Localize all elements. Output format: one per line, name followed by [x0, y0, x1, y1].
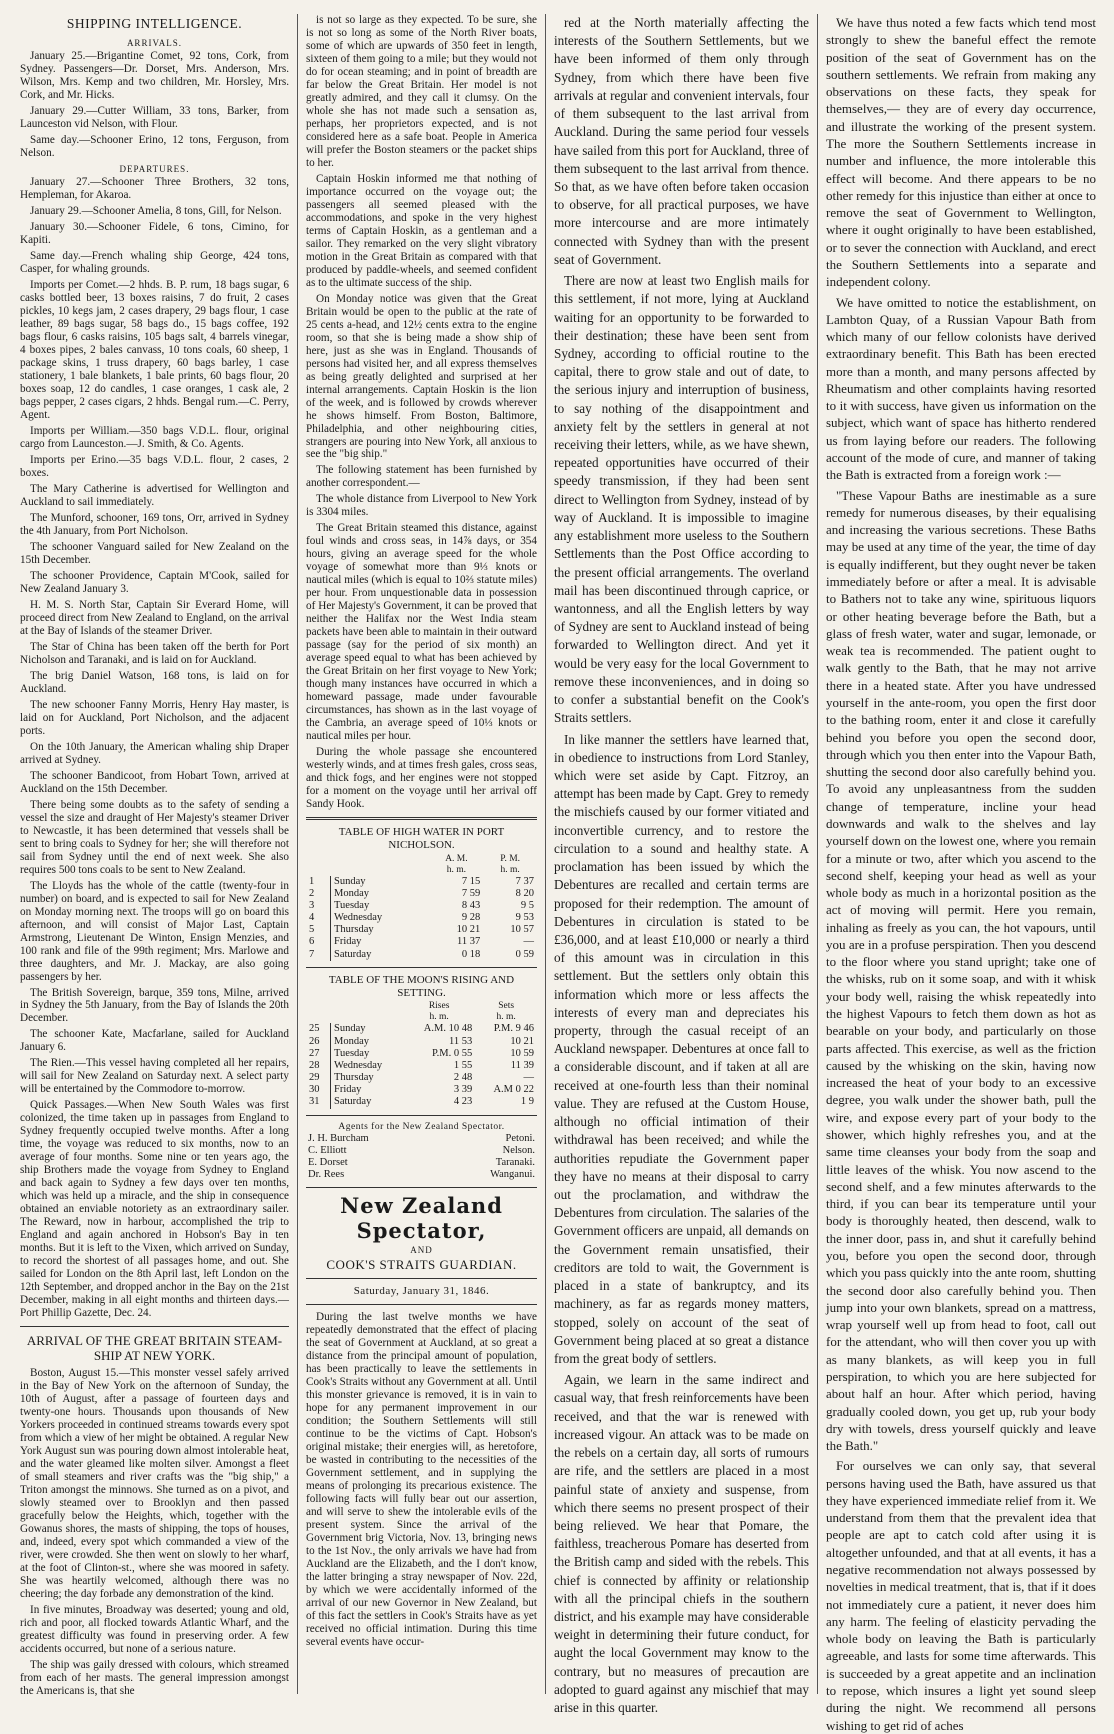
shipping-note: On the 10th January, the American whaling ship Draper arrived at Sydney. [20, 740, 289, 766]
moon-table [306, 1001, 537, 1108]
divider [306, 967, 537, 968]
editorial-paragraph: red at the North materially affecting the interests of the Southern Settlements, but we have been informed of them only through Sydney, from which there have been five arrivals at regular and convenient intervals, four of them subsequent to the last arrival from Auckland. During the same period four vessels have sailed from this port for Auckland, three of them subsequent to the last arrival from thence. So that, as we have often before taken occasion to observe, for all practical purposes, we have more intercourse and are more intimately connected with Sydney than with the present seat of Government. [554, 15, 809, 267]
tide-row-cell: Saturday [334, 948, 372, 960]
agent-name: C. Elliott [308, 1144, 347, 1156]
moon-row-cell: 29 [306, 1072, 331, 1084]
divider [306, 1115, 537, 1116]
tide-row-cell: 9 28 [461, 912, 481, 924]
moon-row-cell: P.M. 0 55 [431, 1047, 473, 1059]
divider [306, 1187, 537, 1188]
tide-pm-header: P. M. [500, 853, 521, 864]
tide-row-cell: — [523, 936, 534, 948]
departure-entry: Same day.—French whaling ship George, 424 tons, Casper, for whaling grounds. [20, 250, 289, 276]
moon-row-cell: 3 39 [453, 1084, 473, 1096]
moon-sets-header: Sets [498, 1001, 515, 1012]
moon-hm: h. m. [496, 1012, 516, 1023]
agents-title: Agents for the New Zealand Spectator. [338, 1121, 505, 1132]
moon-row [306, 1096, 537, 1108]
agent-place: Petoni. [505, 1132, 535, 1144]
tide-row-cell: 10 21 [456, 924, 481, 936]
article-paragraph: Captain Hoskin informed me that nothing of importance occurred on the voyage out; the passengers all seemed pleased with the accommodations, and spoke in the very highest terms of Captain Hoskin, as a gentleman and a sailor. They remarked on the very slight vibratory motion in the Great Britain as compared with that produced by paddle-wheels, and seemed confident as to the ultimate success of the ship. [306, 172, 537, 289]
moon-row-cell: 1 9 [520, 1096, 534, 1108]
shipping-note: The schooner Kate, Macfarlane, sailed for Auckland January 6. [20, 1028, 289, 1054]
shipping-note: The Mary Catherine is advertised for Wellington and Auckland to sail immediately. [20, 483, 289, 509]
shipping-note: H. M. S. North Star, Captain Sir Everard Home, will proceed direct from New Zealand to England, on the arrival at the Bay of Islands of the steamer Driver. [20, 598, 289, 637]
article-paragraph: In five minutes, Broadway was deserted; young and old, rich and poor, all flocked towards Atlantic Wharf, and the greatest difficulty was found in preserving order. A few accidents occurred, but none of a serious nature. [20, 1603, 289, 1655]
imports-entry: Imports per Comet.—2 hhds. B. P. rum, 18 bags sugar, 6 casks bottled beer, 13 boxes raisins, 7 do fruit, 2 cases pickles, 10 kegs jam, 2 cases drapery, 29 bags flour, 1 case leather, 89 bags sugar, 58 bags do., 15 bags coffee, 192 bags flour, 6 casks raisins, 105 bags salt, 4 barrels vinegar, 4 boxes pipes, 2 bales canvass, 10 tons coals, 60 sheep, 1 package skins, 1 truss drapery, 60 bags barley, 1 case stationery, 1 bale blankets, 1 bale prints, 60 bags flour, 20 boxes soap, 12 do candles, 1 case oranges, 1 cask ale, 2 bags pepper, 2 cases cigars, 2 hhds. Bengal rum.—C. Perry, Agent. [20, 279, 289, 422]
tide-row [306, 900, 537, 912]
article-paragraph: The following statement has been furnished by another correspondent.— [306, 464, 537, 490]
tide-row-cell: Wednesday [334, 912, 383, 924]
moon-row-cell: 1 55 [453, 1059, 473, 1071]
article-paragraph: is not so large as they expected. To be sure, she is not so long as some of the North River boats, some of which are upwards of 350 feet in length, sixteen of them going to a mile; but they would not do for ocean steaming; and in point of breadth are far below the Great Britain. Her model is not greatly admired, and they call it clumsy. On the whole she has not made such a sensation as, perhaps, her proprietors expected, and is not considered here as a safe boat. People in America will prefer the Boston steamers or the packet ships to her. [306, 14, 537, 169]
tide-row-cell: 9 5 [520, 899, 534, 911]
article-paragraph: The ship was gaily dressed with colours, which streamed from each of her masts. The general impression amongst the Americans is, that she [20, 1658, 289, 1697]
moon-row-cell: Friday [334, 1084, 362, 1096]
tide-row [306, 949, 537, 961]
article-paragraph: We have omitted to notice the establishment, on Lambton Quay, of a Russian Vapour Bath from which many of our fellow colonists have derived extraordinary benefit. This Bath has been erected more than a month, and many persons affected by Rheumatism and other complaints having resorted to it with success, have given us information on the subject, which want of space has hitherto rendered us from laying before our readers. The following account of the mode of cure, and manner of taking the Bath is extracted from a foreign work :— [826, 294, 1096, 483]
columns [12, 14, 1104, 1733]
shipping-note: The new schooner Fanny Morris, Henry Hay master, is laid on for Auckland, Port Nicholson, and the adjacent ports. [20, 698, 289, 737]
moon-row-cell: 26 [306, 1036, 331, 1048]
moon-row-cell: 11 53 [448, 1035, 473, 1047]
arrival-entry: January 25.—Brigantine Comet, 92 tons, Cork, from Sydney. Passengers—Dr. Dorset, Mrs. Anderson, Mrs. Wilson, Mrs. Kemp and two children, Mr. Horsley, Mrs. Cork, and Mr. Hicks. [20, 50, 289, 102]
tide-row [306, 876, 537, 888]
moon-row [306, 1060, 537, 1072]
departures-heading: DEPARTURES. [119, 163, 190, 174]
shipping-note: The Lloyds has the whole of the cattle (twenty-four in number) on board, and is expected to sail for New Zealand on Monday morning next. The troops will go on board this afternoon, and will consist of Major Last, Captain Armstrong, Lieutenant De Winton, Ensign Menzies, and 100 rank and file of the 99th regiment; Mrs. Marlowe and three daughters, and Mr. J. Mackay, are also going passengers by her. [20, 879, 289, 983]
shipping-note: The schooner Providence, Captain M'Cook, sailed for New Zealand January 3. [20, 569, 289, 595]
moon-row [306, 1072, 537, 1084]
article-paragraph: The whole distance from Liverpool to New York is 3304 miles. [306, 493, 537, 519]
moon-row-cell: Thursday [334, 1072, 374, 1084]
shipping-note: The schooner Vanguard sailed for New Zealand on the 15th December. [20, 541, 289, 566]
tide-row-cell: 10 57 [510, 924, 534, 936]
column-editorial [546, 14, 818, 1716]
tide-row-cell: 7 15 [461, 875, 481, 887]
tide-row-cell: 8 20 [515, 887, 534, 899]
divider [20, 1326, 289, 1327]
moon-row-cell: 31 [306, 1096, 331, 1108]
agent-name: J. H. Burcham [308, 1132, 369, 1144]
tide-row-cell: 3 [306, 900, 331, 912]
article-paragraph: We have thus noted a few facts which tend most strongly to shew the baneful effect the remote position of the seat of Government has on the southern settlements. We refrain from making any observations on these facts, they speak for themselves,— they are of every day occurrence, and illustrate the working of the present system. The more the Southern Settlements increase in number and influence, the more intolerable this effect will become. And there appears to be no other remedy for this injustice than either at once to remove the seat of Government to Wellington, where it ought originally to have been established, or to sever the connection with Auckland, and erect the Southern Settlements into a separate and independent colony. [826, 15, 1096, 290]
moon-row-cell: Sunday [334, 1023, 366, 1035]
agent-row [306, 1169, 537, 1181]
agent-row [306, 1157, 537, 1169]
tide-row-cell: 9 53 [515, 912, 534, 924]
article-paragraph: For ourselves we can only say, that several persons having used the Bath, have assured us that they have experienced immediate relief from it. We understand from them that the prevalent idea that people are apt to catch cold after using it is altogether unfounded, and that at all events, it has a negative recommendation not always possessed by novelties in medical treatment, that is, that if it does not immediately cure a patient, it never does him any harm. The feeling of elasticity pervading the whole body on leaving the Bath is particularly agreeable, and lasts for some time afterwards. This is succeeded by a great appetite and an inclination to repose, which insures a light yet sound sleep during the night. We recommend all persons wishing to get rid of aches [826, 1458, 1096, 1733]
agent-row [306, 1145, 537, 1157]
tide-row-cell: Sunday [334, 875, 366, 887]
column-steamship-tables [298, 14, 546, 1694]
article-paragraph: The Great Britain steamed this distance, against foul winds and cross seas, in 14⅞ days, or 354 hours, giving an average speed for the whole voyage of somewhat more than 9⅓ knots or nautical miles (which is equal to 10⅔ statute miles) per hour. From unquestionable data in possession of Her Majesty's Government, it can be proved that neither the Halifax nor the West India steam packets have been able to maintain in their outward passage (say for the period of six month) an average speed equal to what has been achieved by the Great Britain on her first voyage to New York; though many instances have occurred in which a homeward passage, made under favourable circumstances, has shown as in the last voyage of the Cambria, an average speed of 10⅓ knots or nautical miles per hour. [306, 522, 537, 743]
tide-table [306, 854, 537, 961]
arrival-entry: Same day.—Schooner Erino, 12 tons, Ferguson, from Nelson. [20, 134, 289, 159]
tide-row-cell: Friday [334, 936, 362, 948]
editorial-continued [554, 14, 809, 1717]
column-vapour-bath [818, 14, 1104, 1733]
tide-row-cell: Thursday [334, 924, 374, 936]
moon-row-cell: — [523, 1072, 534, 1084]
moon-row-cell: A.M. 10 48 [423, 1023, 473, 1035]
shipping-note: The Rien.—This vessel having completed all her repairs, will sail for New Zealand on Saturday next. A select party will be entertained by the Commodore to-morrow. [20, 1057, 289, 1096]
tide-row-cell: 11 37 [457, 936, 481, 948]
tide-hm: h. m. [446, 864, 467, 875]
moon-row-cell: Tuesday [334, 1047, 370, 1059]
shipping-note: The brig Daniel Watson, 168 tons, is laid on for Auckland. [20, 669, 289, 695]
tide-row-cell: 8 43 [461, 899, 481, 911]
tide-row-cell: 0 59 [515, 948, 534, 960]
tide-row-cell: 6 [306, 936, 331, 948]
editorial-paragraph: There are now at least two English mails for this settlement, if not more, lying at Auckland waiting for an opportunity to be forwarded to their destination; these have been sent from Sydney, according to official routine to the capital, there to grow stale and out of date, to the serious injury and interruption of business, to say nothing of the disappointment and anxiety felt by the settlers in general at not receiving their letters, while, as we have shewn, repeated opportunities have occurred of their speedy transmission, if they had been sent direct to Wellington from Sydney, instead of by way of Auckland. It is impossible to imagine any establishment more useless to the Southern Settlements than the Post Office according to the present official arrangements. The overland mail has been discontinued through caprice, or wantonness, and all the English letters by way of Sydney are sent to Auckland instead of being forwarded to Wellington direct. And yet it would be very easy for the local Government to remove these inconveniences, and in doing so to confer a substantial benefit on the Cook's Straits settlers. [554, 273, 809, 726]
agent-place: Wanganui. [490, 1169, 535, 1181]
divider [306, 1304, 537, 1305]
arrival-entry: January 29.—Cutter William, 33 tons, Barker, from Launceston vid Nelson, with Flour. [20, 105, 289, 131]
moon-row-cell: Monday [334, 1035, 369, 1047]
column-shipping [12, 14, 298, 1697]
tide-row-cell: 7 37 [515, 875, 534, 887]
moon-rises-header: Rises [428, 1001, 450, 1012]
agent-place: Taranaki. [495, 1156, 535, 1168]
tide-row [306, 912, 537, 924]
tide-row-cell: 0 18 [461, 948, 481, 960]
tide-row [306, 936, 537, 948]
moon-row-cell: A.M 0 22 [493, 1084, 534, 1096]
tide-am-header: A. M. [445, 853, 468, 864]
moon-row [306, 1084, 537, 1096]
shipping-notes [20, 483, 289, 1320]
tide-row-cell: Monday [334, 887, 369, 899]
moon-row-cell: 28 [306, 1060, 331, 1072]
departure-entry: January 29.—Schooner Amelia, 8 tons, Gill, for Nelson. [30, 205, 282, 218]
masthead-subtitle: COOK'S STRAITS GUARDIAN. [326, 1257, 517, 1273]
moon-table-title: TABLE OF THE MOON'S RISING AND SETTING. [328, 973, 515, 999]
divider [306, 1278, 537, 1279]
dateline: Saturday, January 31, 1846. [353, 1285, 490, 1298]
tide-row [306, 888, 537, 900]
article-paragraph: Boston, August 15.—This monster vessel safely arrived in the Bay of New York on the afternoon of Sunday, the 10th of August, after a passage of fourteen days and twenty-one hours. Thousands upon thousands of New Yorkers proceeded in continued streams towards every spot from which a view of her might be obtained. A regular New York August sun was pouring down almost intolerable heat, and the water gleamed like molten silver. Amongst a fleet of small steamers and river crafts was the "big ship," a Triton amongst the minnows. She turned as on a pivot, and slowly steamed over to Brooklyn and then passed gracefully below the Heights, which, together with the Gowanus shores, the masts of shipping, the tops of houses, and, indeed, every spot which commanded a view of the river, were crowded. She then went on slowly to her wharf, at the foot of Clinton-st., where she was moored in safety. She was heartily welcomed, although there was no cheering; the day forbade any demonstration of the kind. [20, 1367, 289, 1600]
tide-row-cell: 4 [306, 912, 331, 924]
shipping-note: The schooner Bandicoot, from Hobart Town, arrived at Auckland on the 15th December. [20, 769, 289, 795]
imports-entry: Imports per William.—350 bags V.D.L. flour, original cargo from Launceston.—J. Smith, & Co. Agents. [20, 425, 289, 451]
article-title: ARRIVAL OF THE GREAT BRITAIN STEAM-SHIP AT NEW YORK. [26, 1333, 283, 1364]
tide-row-cell: 7 59 [461, 887, 481, 899]
divider [306, 817, 537, 820]
tide-hm: h. m. [500, 864, 520, 875]
tide-row-cell: Tuesday [334, 899, 370, 911]
steamship-article [306, 14, 537, 811]
shipping-note: The British Sovereign, barque, 359 tons, Milne, arrived in Sydney the 5th January, from the Bay of Islands the 20th December. [20, 986, 289, 1025]
departure-entry: January 27.—Schooner Three Brothers, 32 tons, Hempleman, for Akaroa. [20, 176, 289, 202]
moon-row-cell: 10 21 [510, 1035, 534, 1047]
moon-row-cell: 25 [306, 1023, 331, 1035]
moon-row-cell: 2 48 [453, 1072, 473, 1084]
agent-name: Dr. Rees [308, 1169, 345, 1181]
moon-row-cell: 10 59 [510, 1047, 534, 1059]
moon-row-cell: 11 39 [510, 1059, 534, 1071]
shipping-note: The Munford, schooner, 169 tons, Orr, arrived in Sydney the 4th January, from Port Nicholson. [20, 512, 289, 538]
article-paragraph: During the whole passage she encountered westerly winds, and at times fresh gales, cross seas, and thick fogs, and her engines were not stopped for a moment on the voyage until her arrival off Sandy Hook. [306, 746, 537, 811]
shipping-note: Quick Passages.—When New South Wales was first colonized, the time taken up in passages from England to Sydney frequently occupied twelve months. After a long time, the voyage was reduced to six months, now to an average of four months. Some nine or ten years ago, the ship Brothers made the voyage from Sydney to England and back again to Sydney a few days over ten months, which was held up a miracle, and the ship in consequence obtained an enviable notoriety as an extraordinary sailer. The Reward, now in harbour, accomplished the trip to England and again anchored in Hobson's Bay in ten months. But it is left to the Vixen, which arrived on Sunday, to record the shortest of all passages home, and out. She sailed for London on the 8th April last, left London on the 12th September, and dropped anchor in the Bay on the 21st December, making in all eight months and thirteen days.—Port Phillip Gazette, Dec. 24. [20, 1099, 289, 1320]
tide-row-cell: 2 [306, 888, 331, 900]
moon-row-cell: 27 [306, 1048, 331, 1060]
article-paragraph: On Monday notice was given that the Great Britain would be open to the public at the rate of 25 cents a-head, and 12½ cents extra to the engine room, so that she is being made a show ship of here, just as she was in England. Thousands of persons had visited her, and all express themselves as being greatly delighted and surprised at her internal arrangements. Captain Hoskin is the lion of the week, and is followed by crowds wherever he shows himself. From Boston, Baltimore, Philadelphia, and other neighbouring cities, strangers are pouring into New York, all anxious to see the "big ship." [306, 292, 537, 461]
editorial-paragraph: During the last twelve months we have repeatedly demonstrated that the effect of placing the seat of Government at Auckland, at so great a distance from the principal amount of population, has been practically to leave the settlements in Cook's Straits without any Government at all. Until this monster grievance is removed, it is in vain to hope for any permanent improvement in our condition; the Southern Settlements will still continue to be the victims of Capt. Hobson's original mistake; their energies will, as heretofore, be wasted in contributing to the necessities of the Government settlement, and in supplying the means of prolonging its precarious existence. The following facts will fully bear out our assertion, and will serve to shew the intolerable evils of the present system. Since the arrival of the Government brig Victoria, Nov. 13, bringing news to the 1st Nov., the only arrivals we have had from Auckland are the Elizabeth, and the I don't know, the latter bringing a stray newspaper of Nov. 22d, by which we were accidentally informed of the arrival of our new Governor in New Zealand, but of this fact the settlers in Cook's Straits have as yet received no official intimation. During this time several events have occur- [306, 1311, 537, 1648]
moon-row [306, 1023, 537, 1035]
agent-name: E. Dorset [308, 1156, 348, 1168]
shipping-note: The Star of China has been taken off the berth for Port Nicholson and Taranaki, and is laid on for Auckland. [20, 640, 289, 666]
editorial-paragraph: Again, we learn in the same indirect and casual way, that fresh reinforcements have been received, and that the war is renewed with increased vigour. An attack was to be made on the rebels on a certain day, all sorts of rumours are rife, and the settlers are placed in a most painful state of anxiety and suspense, from which there seems no present prospect of their being relieved. We hear that Pomare, the faithless, treacherous Pomare has deserted from the British camp and sided with the rebels. This chief is connected by affinity or relationship with all the principal chiefs in the southern district, and his example may have considerable weight in determining their future conduct, for aught the local Government may know to the contrary, but no measures of precaution are adopted to guard against any mischief that may arise in this quarter. [554, 1372, 809, 1716]
moon-row-cell: Wednesday [334, 1059, 383, 1071]
vapour-bath-article [826, 14, 1096, 1734]
moon-row-cell: P.M. 9 46 [493, 1023, 534, 1035]
moon-row-cell: 30 [306, 1084, 331, 1096]
moon-hm: h. m. [429, 1012, 449, 1023]
shipping-note: There being some doubts as to the safety of sending a vessel the size and draught of Her Majesty's steamer Driver to Newcastle, it has been determined that vessels shall be sent to bring coals to Sydney for her; she will therefore not sail from Sydney until the end of next week. She also requires 500 tons coals to be sent to New Zealand. [20, 798, 289, 876]
tide-table-title: TABLE OF HIGH WATER IN PORT NICHOLSON. [338, 826, 505, 851]
tide-row-cell: 7 [306, 949, 331, 961]
tide-row-cell: 5 [306, 924, 331, 936]
shipping-heading: SHIPPING INTELLIGENCE. [66, 16, 243, 31]
agent-row [306, 1133, 537, 1145]
masthead-title: New Zealand Spectator, [340, 1193, 503, 1243]
editorial-paragraph: In like manner the settlers have learned that, in obedience to instructions from Lord Stanley, which were set aside by Capt. Fitzroy, an attempt has been made by Capt. Grey to remedy the mischiefs caused by our former vitiated and inconvertible currency, and to restore the circulation to a sound and healthy state. A proclamation has been issued by which the Debentures are recalled and certain terms are proposed for their redemption. The amount of Debentures in circulation is stated to be £36,000, and at least £10,000 or nearly a third of this amount was in circulation in this settlement. But the settlers only obtain this information which more or less affects the interests of every man and depreciates his property, through the casual receipt of an Auckland newspaper. Debentures at once fall to a considerable discount, and if taken at all are received at one-fourth less than their nominal value. They are refused at the Custom House, although no official intimation of their withdrawal has been received; and while the authorities repudiate the Government paper they have no means at their disposal to carry out the proclamation, and withdraw the Debentures from circulation. The salaries of the Government officers are unpaid, all demands on the Government remain unsatisfied, their creditors are told to wait, the Government is placed in a state of bankruptcy, and its machinery, as far as regards money matters, stopped, solely on account of the seat of Government being placed at so great a distance from the great body of settlers. [554, 731, 809, 1366]
moon-row [306, 1036, 537, 1048]
article-paragraph: "These Vapour Baths are inestimable as a sure remedy for numerous diseases, by their equalising and increasing the various secretions. These Baths may be used at any time of the year, the time of day is equally indifferent, but they ought never be taken immediately before or after a meal. It is advisable to Bathers not to take any wine, spirituous liquors or other heating beverage before the Bath, but a glass of fresh water, water and sugar, lemonade, or weak tea is recommended. The patient ought to walk gently to the Bath, that he may not arrive there in a heated state. After you have undressed yourself in the ante-room, you open the first door to the bathing room, enter it and close it carefully behind you before you open the second door, through which you then enter into the Vapour Bath, shutting the second door also carefully behind you. To avoid any unpleasantness from the sudden change of temperature, incline your head downwards and walk to the shelves and lay yourself down on the lowest one, where you remain for a minute or two, after which you ascend to the second shelf, keeping your head as well as your whole body as much in a horizontal position as the act of moving will permit. Here you remain, inhaling as freely as you can, the hot vapours, until you are in a profuse perspiration. Then you descend to the floor where you stand upright; take one of the whisks, rub on it some soap, and with it whisk your body well, raising the whisk repeatedly into the highest Vapours to fetch them down as hot as bearable on your body, and particularly on those parts affected. This exercise, as well as the friction caused by the whisking on the skin, having now increased the heat of your body to an excessive degree, you walk under the shower bath, pull the wire, and expose every part of your body to the shower, which highly refreshes you, and at the same time cleanses your body from the soap and little leaves of the whisk. You now ascend to the second shelf, and a few minutes afterwards to the third, if you can bear its temperature until your body is thoroughly heated, then descend, walk to the inner door, pass in, and shut it carefully behind you, before you open the second door, through which you pass quickly into the ante room, shutting the second door also carefully behind you. Then jump into your own blankets, spread on a mattress, wrap yourself well up from head to foot, call out for the attendant, who will then cover you up with as many blankets, as will keep you in full perspiration, to which you are here subjected for about half an hour. After which period, having gradually cooled down, you get up, rub your body dry with towels, dress yourself quickly and leave the Bath." [826, 487, 1096, 1454]
agent-place: Nelson. [502, 1144, 535, 1156]
tide-row [306, 924, 537, 936]
agents-list [306, 1122, 537, 1182]
moon-row [306, 1048, 537, 1060]
tide-row-cell: 1 [306, 876, 331, 888]
moon-row-cell: Saturday [334, 1096, 372, 1108]
imports-entry: Imports per Erino.—35 bags V.D.L. flour, 2 cases, 2 boxes. [20, 454, 289, 480]
moon-row-cell: 4 23 [453, 1096, 473, 1108]
masthead-and: AND [410, 1244, 433, 1255]
arrivals-heading: ARRIVALS. [126, 37, 183, 48]
departure-entry: January 30.—Schooner Fidele, 6 tons, Cimino, for Kapiti. [20, 221, 289, 247]
